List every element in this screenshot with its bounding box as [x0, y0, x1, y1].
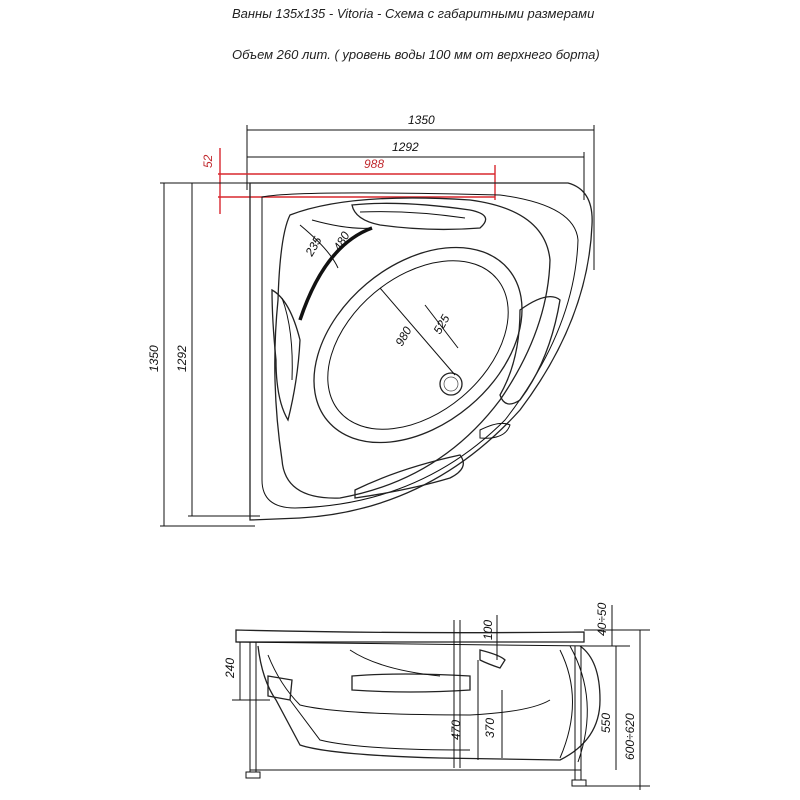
top-view: [147, 113, 594, 526]
dim-inner-depth-label: 470: [449, 719, 463, 740]
headrest-top: [352, 203, 486, 229]
side-seat-curve: [350, 650, 440, 676]
dim-seat-large-label: 480: [330, 229, 353, 254]
dim-rim-depth-label: 240: [223, 657, 237, 678]
dim-bowl-long-label: 980: [392, 324, 415, 349]
dim-width-outer-label: 1350: [408, 113, 435, 127]
dim-seat-small-label: 235: [302, 234, 325, 259]
dim-body-label: 550: [599, 712, 613, 733]
dim-height-outer-label: 1350: [147, 345, 161, 372]
side-inner-line2: [290, 700, 470, 750]
dim-leg-adjust-label: 40÷50: [595, 602, 609, 636]
volume-note: Объем 260 лит. ( уровень воды 100 мм от верхнего борта): [232, 47, 600, 62]
seat-dim-line-480: [312, 220, 372, 228]
dim-red-offset-label: 52: [201, 154, 215, 168]
side-overflow: [480, 650, 505, 668]
side-apron-curve: [560, 650, 573, 758]
dim-bowl-short-label: 525: [430, 312, 453, 337]
side-view: [223, 602, 650, 790]
headrest-left-line: [282, 298, 292, 380]
side-inner-line: [268, 655, 550, 715]
diagram-title: Ванны 135х135 - Vitoria - Схема с габаритными размерами: [232, 6, 595, 21]
dim-level-label: 370: [483, 717, 497, 738]
foot-left: [246, 772, 260, 778]
side-rim: [236, 630, 584, 642]
foot-right: [572, 780, 586, 786]
dim-red-length-label: 988: [364, 157, 385, 171]
dim-water-label: 100: [481, 619, 495, 640]
drain-icon: [440, 373, 462, 395]
armrest-right: [500, 297, 560, 404]
drain-inner: [444, 377, 458, 391]
side-body-outline: [258, 646, 600, 760]
headrest-line: [360, 212, 465, 218]
dim-width-inner-label: 1292: [392, 140, 419, 154]
dim-height-inner-label: 1292: [175, 345, 189, 372]
side-seat: [352, 674, 470, 692]
dim-total-label: 600÷620: [623, 713, 637, 760]
